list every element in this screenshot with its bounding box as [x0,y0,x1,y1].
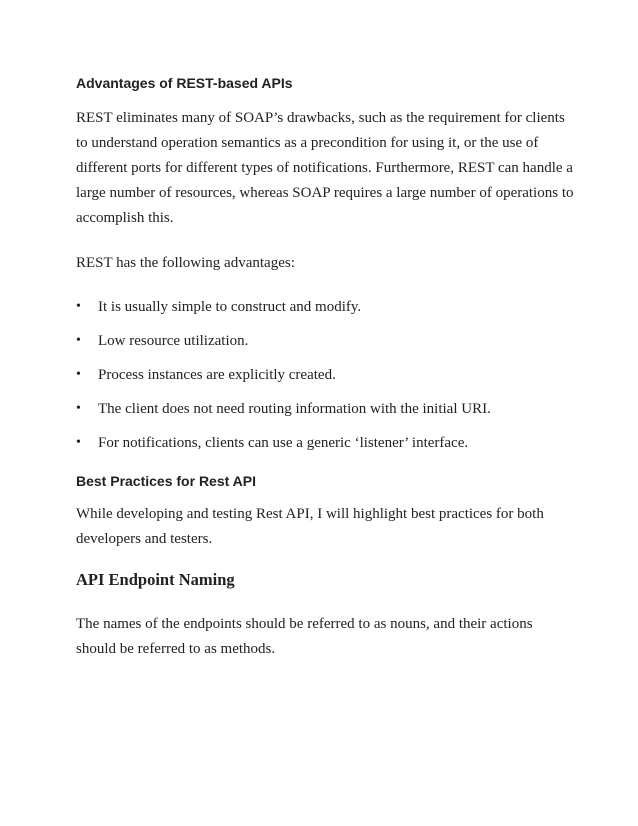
list-item [76,364,576,386]
bullet-icon: • [76,299,81,314]
bullet-icon: • [76,367,81,382]
advantages-intro: REST has the following advantages: [76,255,295,271]
list-item [76,296,576,318]
list-item-text: It is usually simple to construct and modify. [98,299,362,315]
list-item-text: Low resource utilization. [98,333,249,349]
list-item [76,398,576,420]
list-item-text: For notifications, clients can use a generic ‘listener’ interface. [98,435,469,451]
endpoint-paragraph: The names of the endpoints should be referred to as nouns, and their actions should be referred to as methods. [76,616,533,657]
endpoint-heading: API Endpoint Naming [76,570,235,589]
list-item-text: The client does not need routing information with the initial URI. [98,401,491,417]
advantages-paragraph: REST eliminates many of SOAP’s drawbacks, such as the requirement for clients to understand operation semantics as a precondition for using it, or the use of different ports for different types of notifications. Furthermore, REST can handle a large number of resources, whereas SOAP requires a large number of operations to accomplish this. [76,110,574,226]
best-practices-paragraph: While developing and testing Rest API, I will highlight best practices for both developers and testers. [76,506,544,547]
bullet-icon: • [76,333,81,348]
list-item [76,432,576,454]
list-item [76,330,576,352]
document-page [76,74,576,662]
advantages-list [76,296,576,454]
bullet-icon: • [76,401,81,416]
bullet-icon: • [76,435,81,450]
list-item-text: Process instances are explicitly created. [98,367,336,383]
advantages-heading: Advantages of REST-based APIs [76,75,293,91]
best-practices-heading: Best Practices for Rest API [76,473,256,489]
